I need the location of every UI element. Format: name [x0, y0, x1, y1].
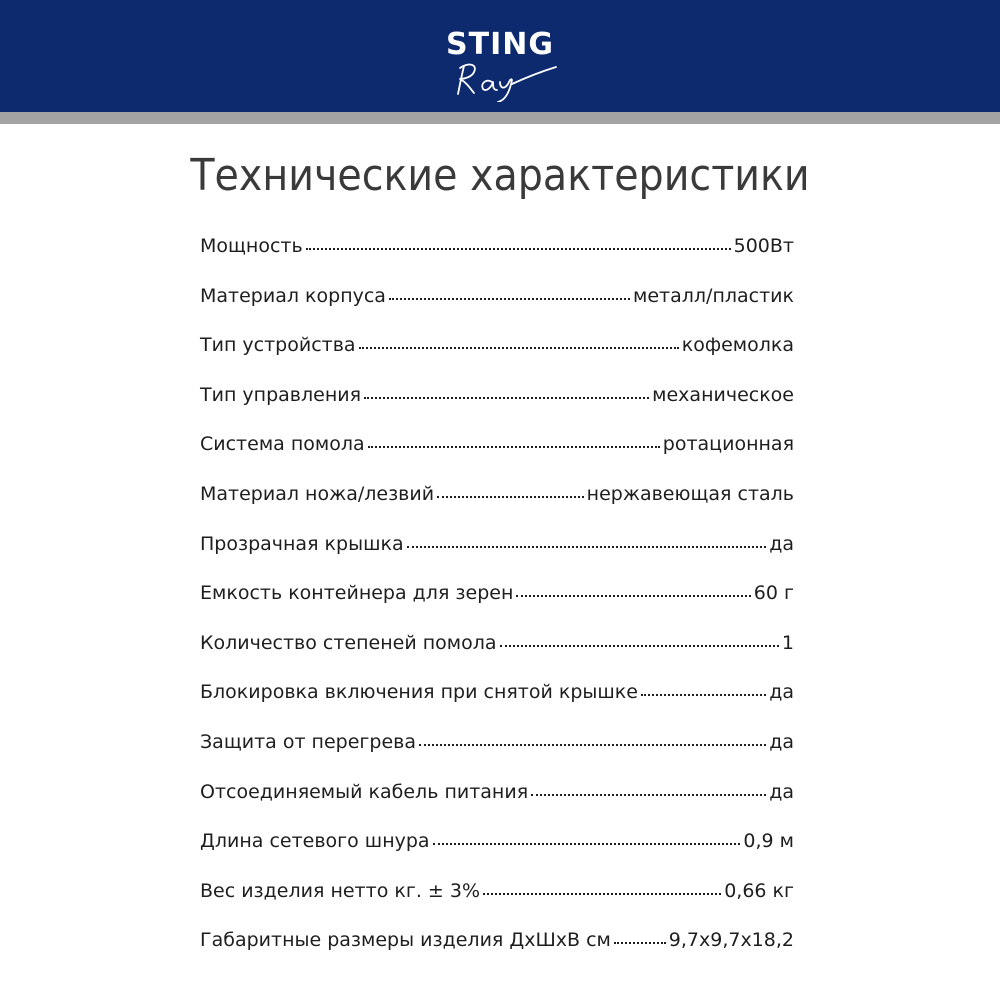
spec-label: Прозрачная крышка: [200, 532, 404, 555]
dotted-leader: [407, 546, 767, 548]
spec-label: Материал ножа/лезвий: [200, 482, 435, 505]
spec-value: 1: [781, 631, 794, 654]
spec-row: [200, 272, 794, 322]
spec-value: металл/пластик: [633, 284, 794, 307]
spec-label: Тип устройства: [200, 334, 356, 357]
spec-value: механическое: [652, 383, 794, 406]
spec-row: [200, 768, 794, 818]
spec-label: Габаритные размеры изделия ДхШхВ см: [200, 929, 611, 952]
spec-row: [200, 420, 794, 470]
dotted-leader: [500, 645, 779, 647]
spec-value: 0,66 кг: [724, 879, 794, 902]
spec-label: Тип управления: [200, 383, 362, 406]
spec-value: да: [769, 532, 794, 555]
spec-row: [200, 916, 794, 966]
spec-label: Емкость контейнера для зерен: [200, 582, 514, 605]
brand-script-logo: [400, 22, 600, 102]
dotted-leader: [641, 694, 766, 696]
spec-value: нержавеющая сталь: [586, 482, 794, 505]
dotted-leader: [433, 843, 741, 845]
spec-value: ротационная: [662, 433, 794, 456]
dotted-leader: [437, 496, 584, 498]
brand-logo: [400, 22, 600, 102]
specs-list: [200, 222, 794, 966]
spec-label: Вес изделия нетто кг. ± 3%: [200, 879, 480, 902]
dotted-leader: [483, 893, 721, 895]
page-title: Технические характеристики: [190, 150, 810, 201]
dotted-leader: [419, 744, 766, 746]
spec-row: [200, 718, 794, 768]
dotted-leader: [389, 298, 630, 300]
spec-row: [200, 470, 794, 520]
spec-value: да: [769, 681, 794, 704]
spec-row: [200, 619, 794, 669]
spec-label: Мощность: [200, 235, 303, 257]
dotted-leader: [531, 794, 766, 796]
spec-row: [200, 817, 794, 867]
dotted-leader: [368, 446, 660, 448]
spec-value: 0,9 м: [743, 830, 794, 853]
spec-row: [200, 569, 794, 619]
brand-name: STING: [446, 27, 554, 62]
spec-label: Отсоединяемый кабель питания: [200, 780, 529, 803]
spec-row: [200, 222, 794, 272]
spec-label: Защита от перегрева: [200, 730, 416, 753]
spec-value: кофемолка: [681, 334, 794, 357]
spec-value: 60 г: [753, 582, 794, 605]
spec-row: [200, 371, 794, 421]
spec-row: [200, 321, 794, 371]
spec-value: да: [769, 780, 794, 803]
spec-label: Количество степеней помола: [200, 631, 497, 654]
spec-label: Блокировка включения при снятой крышке: [200, 681, 638, 704]
header-stripe: [0, 112, 1000, 124]
dotted-leader: [306, 248, 731, 250]
spec-row: [200, 520, 794, 570]
dotted-leader: [614, 942, 666, 944]
spec-row: [200, 867, 794, 917]
spec-label: Длина сетевого шнура: [200, 830, 430, 853]
spec-label: Материал корпуса: [200, 284, 386, 307]
dotted-leader: [516, 595, 750, 597]
spec-row: [200, 668, 794, 718]
spec-label: Система помола: [200, 433, 365, 456]
dotted-leader: [359, 347, 679, 349]
spec-value: 9,7х9,7х18,2: [668, 929, 794, 952]
dotted-leader: [364, 397, 649, 399]
spec-value: 500Вт: [733, 235, 794, 257]
spec-value: да: [769, 730, 794, 753]
